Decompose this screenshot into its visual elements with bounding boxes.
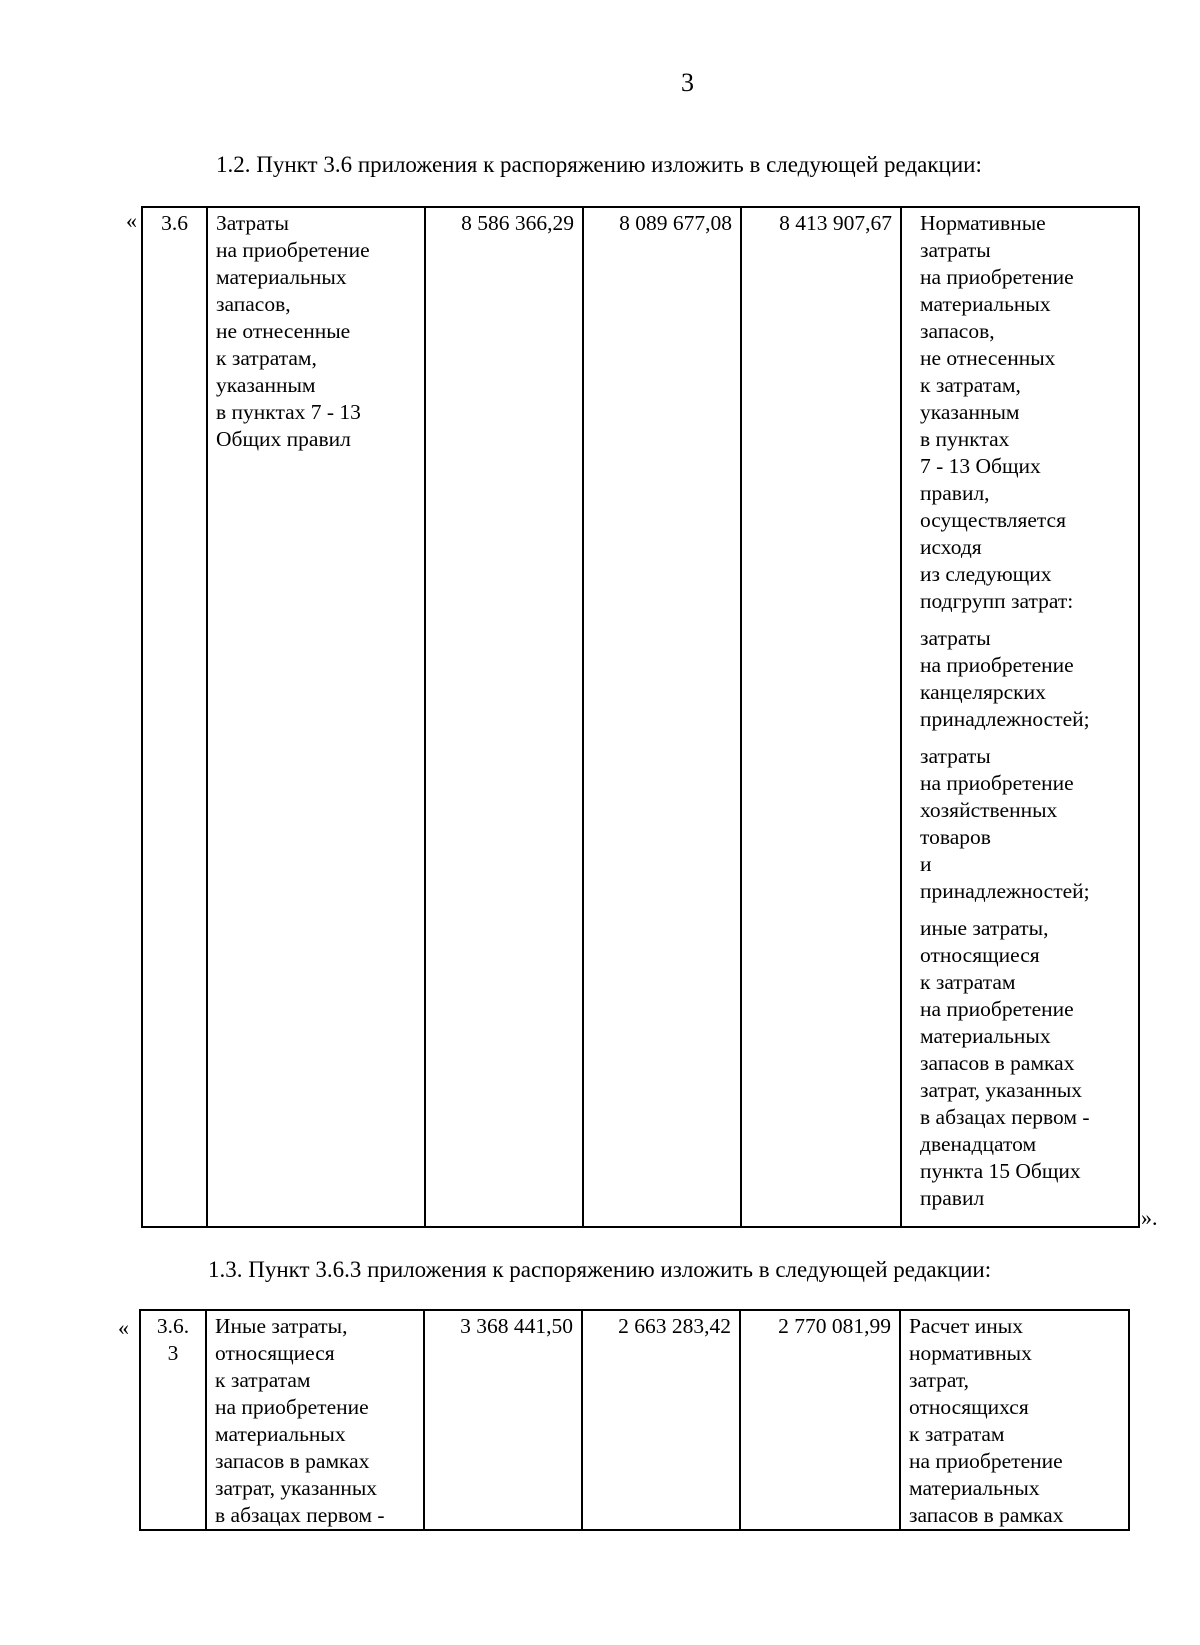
item-name: [206, 1310, 424, 1530]
description-line: запасов в рамках: [920, 1051, 1075, 1075]
description-line: правил,: [920, 481, 990, 505]
open-quote-1: «: [126, 208, 137, 233]
amount-year-3: 8 413 907,67: [741, 207, 901, 1227]
description-line: принадлежностей;: [920, 879, 1090, 903]
item-number: [140, 1310, 206, 1530]
item-name: [207, 207, 425, 1227]
description-line: к затратам: [920, 970, 1016, 994]
name-line: запасов,: [216, 292, 291, 316]
description-line: Нормативные: [920, 211, 1046, 235]
table-3-6: [141, 206, 1140, 1228]
name-line: Затраты: [216, 211, 289, 235]
page-number: 3: [681, 68, 694, 97]
description-line: на приобретение: [920, 771, 1074, 795]
name-line: затрат, указанных: [215, 1476, 378, 1500]
description-line: запасов,: [920, 319, 995, 343]
description-line: затрат,: [909, 1368, 970, 1392]
description-line: на приобретение: [920, 997, 1074, 1021]
description-line: к затратам: [909, 1422, 1005, 1446]
description-line: осуществляется: [920, 508, 1066, 532]
description-line: затраты: [920, 238, 991, 262]
name-line: к затратам,: [216, 346, 317, 370]
description-line: правил: [920, 1186, 985, 1210]
description-line: из следующих: [920, 562, 1052, 586]
description-line: пункта 15 Общих: [920, 1159, 1081, 1183]
description-line: на приобретение: [920, 265, 1074, 289]
name-line: не отнесенные: [216, 319, 351, 343]
item-description: [901, 207, 1139, 1227]
table-3-6-3: [139, 1309, 1130, 1531]
description-line: запасов в рамках: [909, 1503, 1064, 1527]
description-paragraph: [920, 625, 1130, 733]
description-line: затрат, указанных: [920, 1078, 1083, 1102]
name-line: в пунктах 7 - 13: [216, 400, 361, 424]
description-line: к затратам,: [920, 373, 1021, 397]
open-quote-2: «: [118, 1315, 129, 1340]
name-line: материальных: [215, 1422, 346, 1446]
amount-year-1: 3 368 441,50: [424, 1310, 582, 1530]
name-line: относящиеся: [215, 1341, 335, 1365]
description-line: затраты: [920, 744, 991, 768]
name-line: в абзацах первом -: [215, 1503, 385, 1527]
description-line: нормативных: [909, 1341, 1032, 1365]
description-line: на приобретение: [909, 1449, 1063, 1473]
table-row: [142, 207, 1139, 1227]
name-line: запасов в рамках: [215, 1449, 370, 1473]
description-line: материальных: [920, 292, 1051, 316]
close-quote: ».: [1141, 1205, 1158, 1230]
description-line: исходя: [920, 535, 982, 559]
description-line: в пунктах: [920, 427, 1010, 451]
description-line: и: [920, 852, 932, 876]
description-paragraph: [920, 915, 1130, 1212]
description-line: принадлежностей;: [920, 707, 1090, 731]
description-line: 7 - 13 Общих: [920, 454, 1041, 478]
description-line: подгрупп затрат:: [920, 589, 1074, 613]
description-line: канцелярских: [920, 680, 1046, 704]
description-line: материальных: [920, 1024, 1051, 1048]
number-line: 3: [167, 1341, 179, 1365]
name-line: материальных: [216, 265, 347, 289]
description-line: относящихся: [909, 1395, 1029, 1419]
name-line: Общих правил: [216, 427, 351, 451]
item-number: 3.6: [142, 207, 207, 1227]
description-line: хозяйственных: [920, 798, 1058, 822]
description-paragraph: [920, 210, 1130, 615]
amount-year-2: 2 663 283,42: [582, 1310, 740, 1530]
description-line: относящиеся: [920, 943, 1040, 967]
name-line: к затратам: [215, 1368, 311, 1392]
description-line: товаров: [920, 825, 991, 849]
name-line: указанным: [216, 373, 316, 397]
section-1-2-intro: 1.2. Пункт 3.6 приложения к распоряжению изложить в следующей редакции:: [216, 152, 982, 177]
table-row: [140, 1310, 1129, 1530]
description-paragraph: [920, 743, 1130, 905]
description-line: указанным: [920, 400, 1020, 424]
amount-year-3: 2 770 081,99: [740, 1310, 900, 1530]
name-line: на приобретение: [215, 1395, 369, 1419]
name-line: на приобретение: [216, 238, 370, 262]
description-line: Расчет иных: [909, 1314, 1023, 1338]
item-description: [900, 1310, 1129, 1530]
description-line: не отнесенных: [920, 346, 1056, 370]
description-line: затраты: [920, 626, 991, 650]
amount-year-2: 8 089 677,08: [583, 207, 741, 1227]
section-1-3-intro: 1.3. Пункт 3.6.3 приложения к распоряжению изложить в следующей редакции:: [208, 1257, 992, 1282]
name-line: Иные затраты,: [215, 1314, 348, 1338]
description-line: на приобретение: [920, 653, 1074, 677]
number-line: 3.6.: [156, 1314, 190, 1338]
description-line: материальных: [909, 1476, 1040, 1500]
description-line: иные затраты,: [920, 916, 1049, 940]
description-line: двенадцатом: [920, 1132, 1037, 1156]
description-line: в абзацах первом -: [920, 1105, 1090, 1129]
amount-year-1: 8 586 366,29: [425, 207, 583, 1227]
